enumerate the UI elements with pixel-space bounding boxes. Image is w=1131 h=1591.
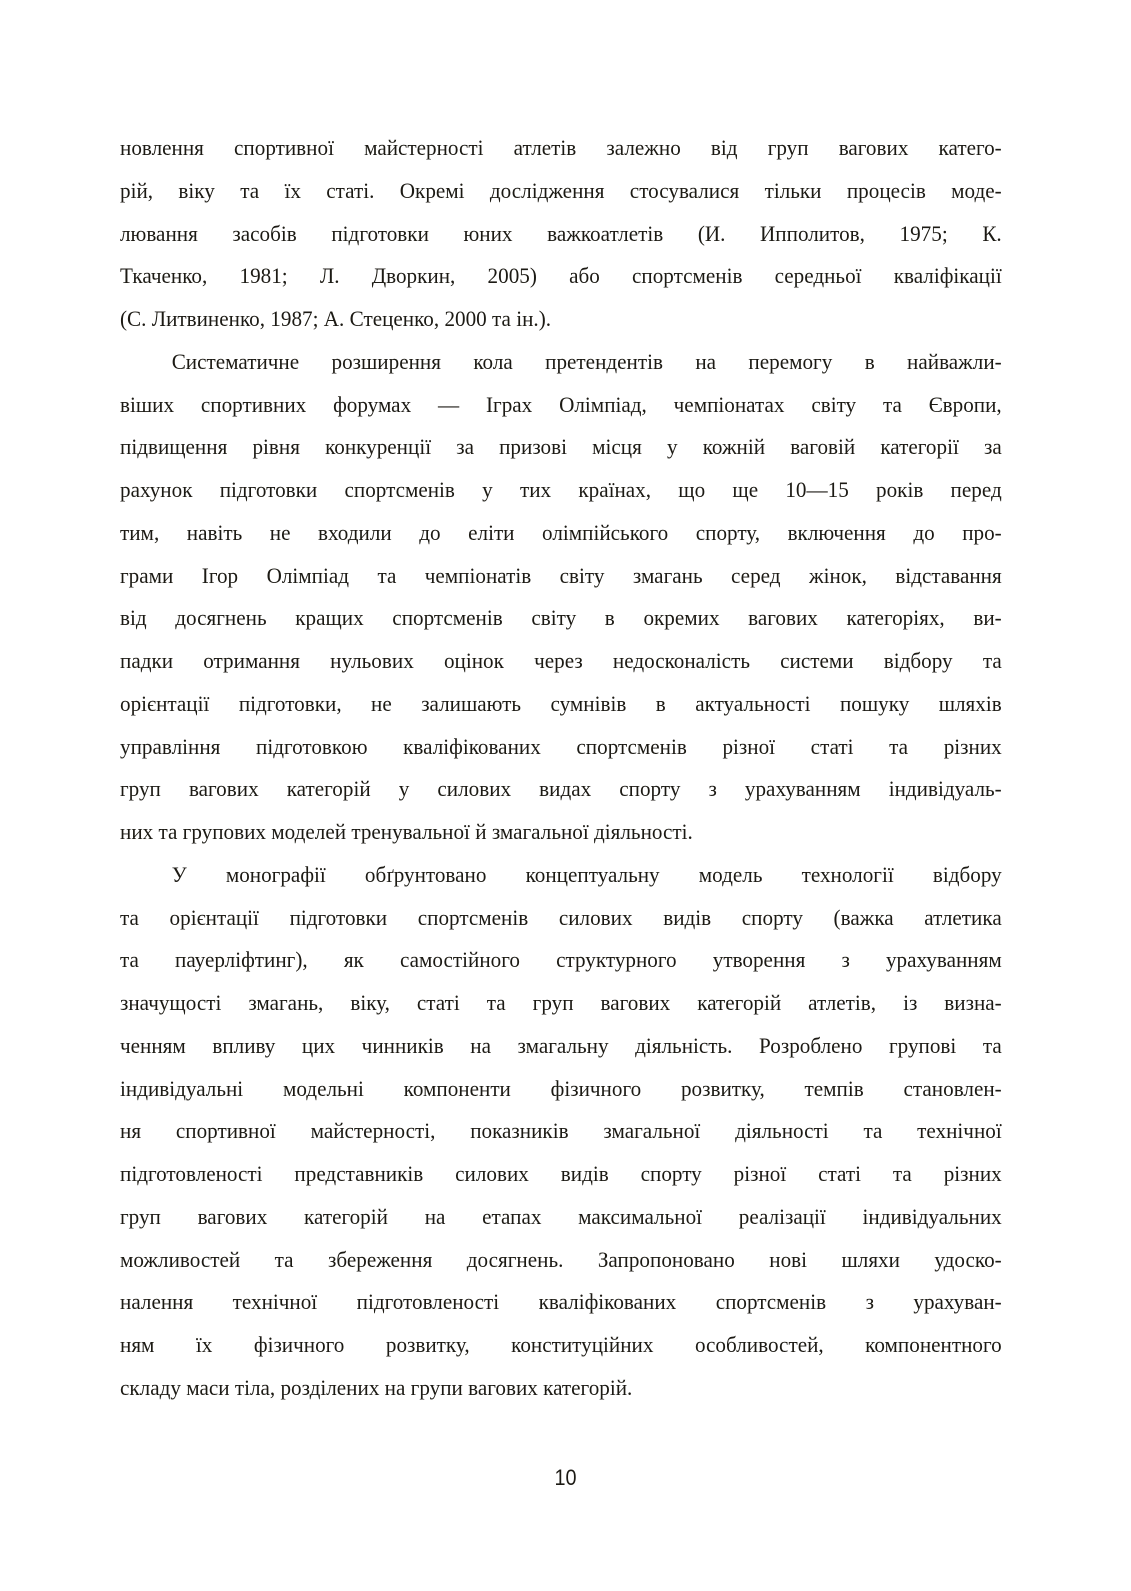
body-text: [120, 127, 1002, 1410]
text-line: можливостей та збереження досягнень. Запропоновано нові шляхи удоско-: [120, 1246, 1002, 1272]
page-number: 10: [554, 1465, 577, 1490]
paragraph-1: [120, 127, 1002, 341]
text-line: та пауерліфтинг), як самостійного структурного утворення з урахуванням: [120, 947, 1002, 973]
text-line: ня спортивної майстерності, показників змагальної діяльності та технічної: [120, 1118, 1002, 1144]
text-line: грами Ігор Олімпіад та чемпіонатів світу змагань серед жінок, відставання: [120, 562, 1002, 588]
text-line: орієнтації підготовки, не залишають сумнівів в актуальності пошуку шляхів: [120, 690, 1002, 716]
text-line: (С. Литвиненко, 1987; А. Стеценко, 2000 та ін.).: [120, 306, 552, 331]
text-line: Ткаченко, 1981; Л. Дворкин, 2005) або спортсменів середньої кваліфікації: [120, 263, 1002, 289]
text-line: та орієнтації підготовки спортсменів силових видів спорту (важка атлетика: [120, 904, 1002, 930]
text-line: налення технічної підготовленості кваліфікованих спортсменів з урахуван-: [120, 1289, 1002, 1315]
text-line: падки отримання нульових оцінок через недосконалість системи відбору та: [120, 648, 1002, 673]
text-line: рахунок підготовки спортсменів у тих країнах, що ще 10—15 років перед: [120, 477, 1002, 502]
text-line: ням їх фізичного розвитку, конституційних особливостей, компонентного: [120, 1332, 1002, 1357]
text-line: підвищення рівня конкуренції за призові місця у кожній ваговій категорії за: [120, 434, 1002, 460]
text-line: лювання засобів підготовки юних важкоатлетів (И. Ипполитов, 1975; К.: [120, 220, 1002, 246]
text-line: значущості змагань, віку, статі та груп вагових категорій атлетів, із визна-: [120, 990, 1002, 1015]
text-line: Систематичне розширення кола претендентів на перемогу в найважли-: [171, 348, 1002, 374]
text-line: віших спортивних форумах — Іграх Олімпіад, чемпіонатах світу та Європи,: [120, 391, 1002, 417]
text-line: підготовленості представників силових видів спорту різної статі та різних: [120, 1161, 1002, 1186]
paragraph-2: [120, 341, 1002, 854]
text-line: рій, віку та їх статі. Окремі дослідження стосувалися тільки процесів моде-: [120, 177, 1002, 203]
text-line: груп вагових категорій на етапах максимальної реалізації індивідуальних: [120, 1203, 1002, 1229]
text-line: від досягнень кращих спортсменів світу в окремих вагових категоріях, ви-: [120, 605, 1002, 631]
text-line: управління підготовкою кваліфікованих спортсменів різної статі та різних: [120, 733, 1002, 759]
text-line: ченням впливу цих чинників на змагальну діяльність. Розроблено групові та: [120, 1032, 1002, 1058]
text-line: новлення спортивної майстерності атлетів залежно від груп вагових катего-: [120, 135, 1002, 160]
text-line: складу маси тіла, розділених на групи вагових категорій.: [120, 1374, 633, 1400]
paragraph-3: [120, 854, 1002, 1410]
text-line: У монографії обґрунтовано концептуальну модель технології відбору: [171, 861, 1002, 887]
text-line: груп вагових категорій у силових видах спорту з урахуванням індивідуаль-: [120, 776, 1002, 802]
text-line: індивідуальні модельні компоненти фізичного розвитку, темпів становлен-: [120, 1075, 1002, 1101]
text-line: тим, навіть не входили до еліти олімпійського спорту, включення до про-: [120, 519, 1002, 545]
text-line: них та групових моделей тренувальної й змагальної діяльності.: [120, 819, 693, 844]
